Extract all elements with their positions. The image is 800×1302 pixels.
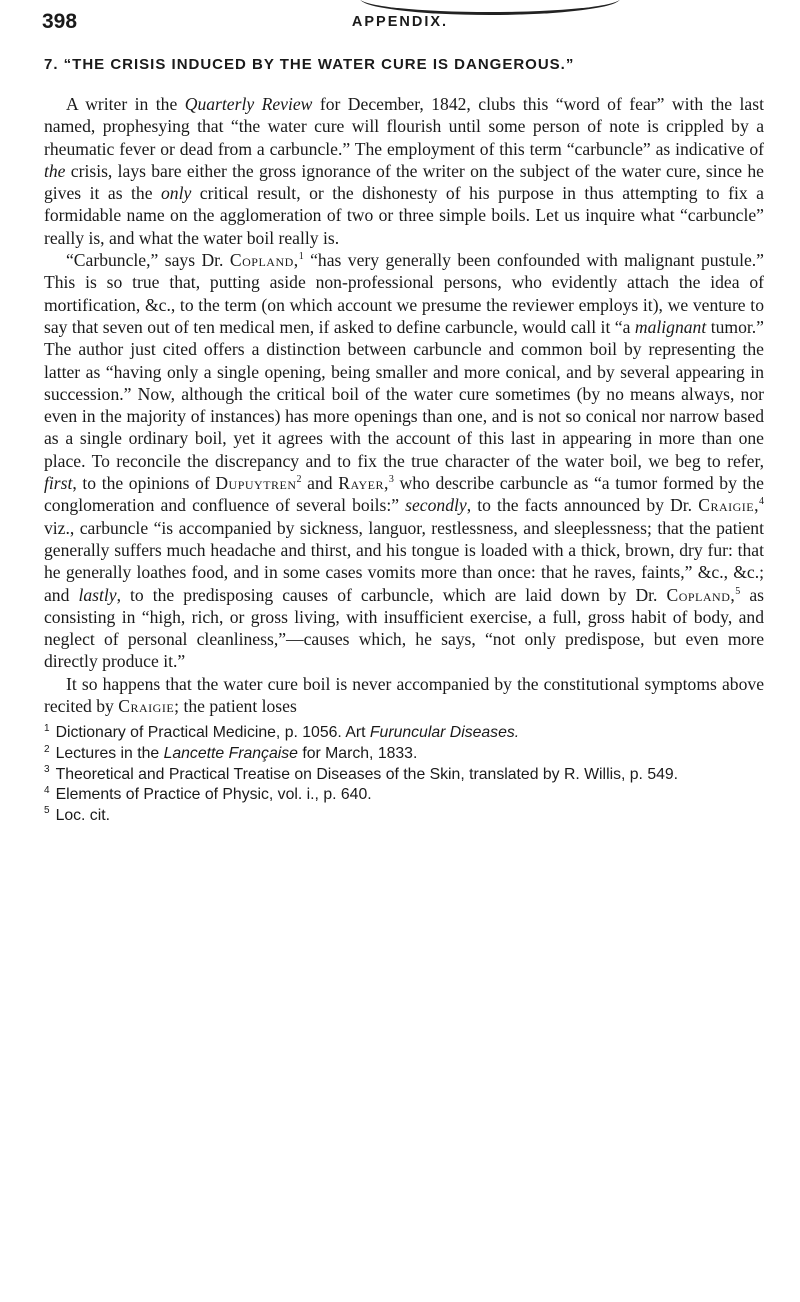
footnote-2: $^2$ Lectures in the Lancette Française for March, 1833. <box>44 743 418 762</box>
paragraph-1: A writer in the Quarterly Review for December, 1842, clubs this “word of fear” with the last named, prophesying that “the water cure will flourish until some person of note is crippled by a rheumatic fever or dead from a carbuncle.” The employment of this term “carbuncle” as indicative of the crisis, lays bare either the gross ignorance of the writer on the subject of the water cure, since he gives it as the only critical result, or the dishonesty of his purpose in thus attempting to fix a formidable name on the agglomeration of two or three simple boils. Let us inquire what “carbuncle” really is, and what the water boil really is. <box>44 94 764 248</box>
footnote-4: $^4$ Elements of Practice of Physic, vol. i., p. 640. <box>44 784 372 804</box>
author-name: Copland, <box>666 584 736 605</box>
footnote-3: $^3$ Theoretical and Practical Treatise on Diseases of the Skin, translated by R. Willis, p. 549. <box>44 764 679 783</box>
author-name: Copland, <box>229 250 299 271</box>
footnote-ref: 1 <box>298 251 304 263</box>
journal-title: Quarterly Review <box>184 94 313 114</box>
author-name: Rayer, <box>338 473 389 494</box>
author-name: Craigie, <box>698 495 759 516</box>
footnote-5: $^5$ Loc. cit. <box>44 805 110 824</box>
body-text <box>44 56 764 826</box>
author-name: Craigie <box>118 696 175 717</box>
running-head <box>40 10 760 40</box>
page-number: 398 <box>42 10 78 33</box>
paragraph-2: “Carbuncle,” says Dr. Copland,$^1$ “has very generally been confounded with malignant pustule.” This is so true that, putting aside non-professional persons, who evidently attach the idea of mortification, &c., to the term (on which account we presume the reviewer employs it), we venture to say that seven out of ten medical men, if asked to define carbuncle, would call it “a malignant tumor.” The author just cited offers a distinction between carbuncle and common boil by representing the latter as “having only a single opening, being smaller and more conical, and by several appearing in succession.” Now, although the critical boil of the water cure sometimes (by no means always, nor even in the majority of instances) has more openings than one, and is not so conical nor narrow based as a single ordinary boil, yet it agrees with the account of this last in appearing in more than one place. To reconcile the discrepancy and to fix the true character of the water boil, we beg to refer, first, to the opinions of Dupuytren$^2$ and Rayer,$^3$ who describe carbuncle as “a tumor formed by the conglomeration and confluence of several boils:” secondly, to the facts announced by Dr. Craigie,$^4$ viz., carbuncle “is accompanied by sickness, languor, restlessness, and sleeplessness; that the patient generally suffers much headache and thirst, and his tongue is loaded with a thick, brown, dry fur: that he generally loathes food, and in some cases vomits more than once: that he raves, faints,” &c., &c.; and lastly, to the predisposing causes of carbuncle, which are laid down by Dr. Copland,$^5$ as consisting in “high, rich, or gross living, with insufficient exercise, a full, gross habit of body, and neglect of personal cleanliness,”—causes which, he says, “not only predispose, but even more directly produce it.” <box>44 250 764 672</box>
paragraph-3: It so happens that the water cure boil is never accompanied by the constitutional symptoms above recited by Craigie; the patient loses <box>44 673 764 717</box>
section-heading: 7. “THE CRISIS INDUCED BY THE WATER CURE IS DANGEROUS.” <box>44 56 575 73</box>
footnote-ref: 4 <box>759 496 764 508</box>
author-name: Dupuytren <box>215 473 297 494</box>
footnotes <box>44 723 764 826</box>
footnote-ref: 3 <box>388 474 394 486</box>
footnote-ref: 5 <box>735 585 741 597</box>
footnote-1: $^1$ Dictionary of Practical Medicine, p. 1056. Art Furuncular Diseases. <box>44 723 520 742</box>
footnote-ref: 2 <box>296 474 302 486</box>
running-title: APPENDIX. <box>351 14 449 30</box>
